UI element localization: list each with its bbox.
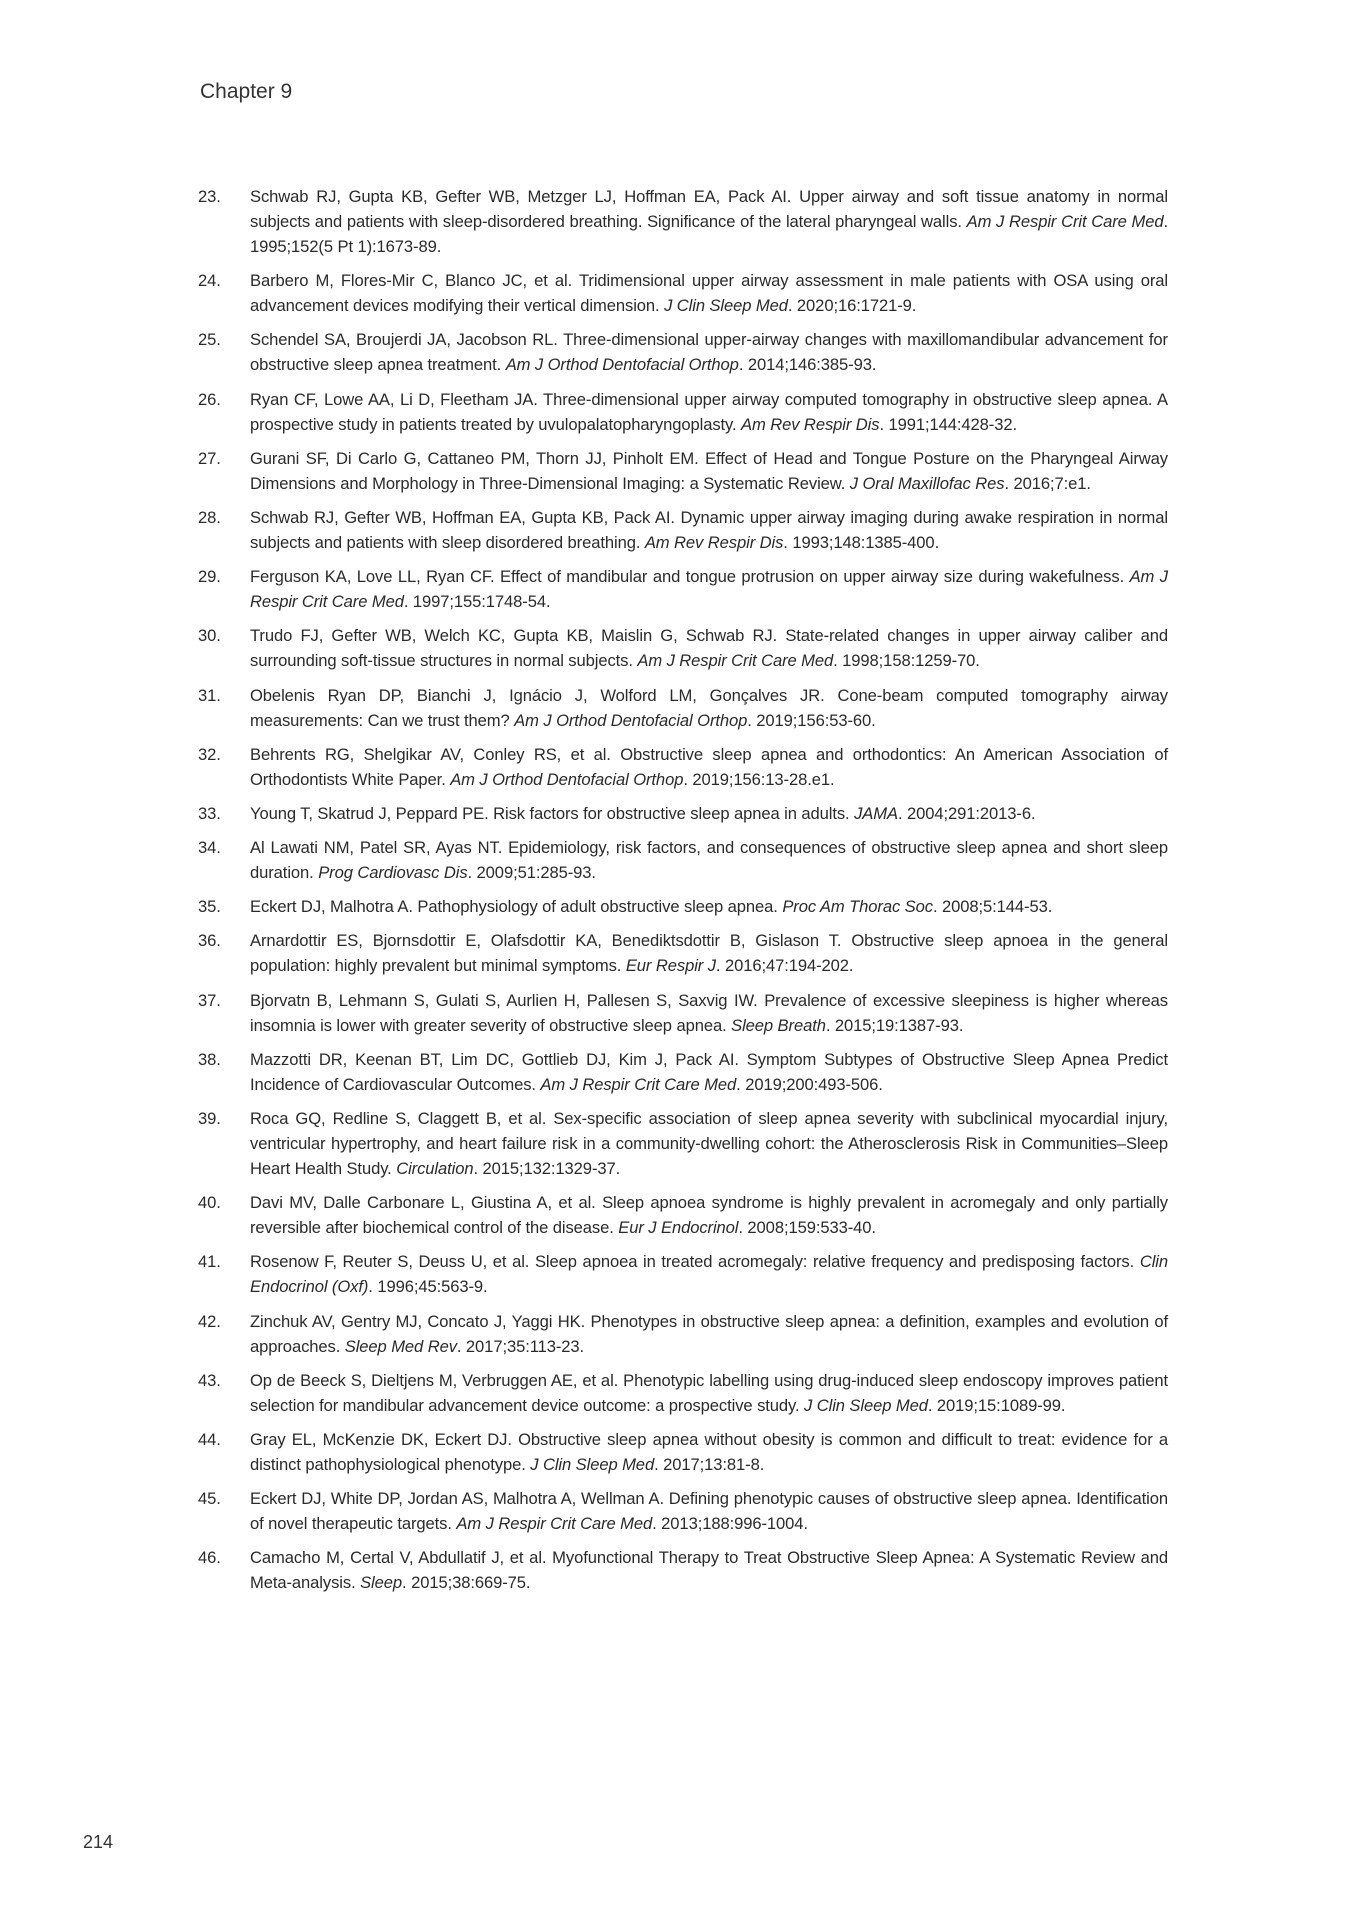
reference-authors-title: Rosenow F, Reuter S, Deuss U, et al. Sleep apnoea in treated acromegaly: relative frequency and predisposing factors. xyxy=(250,1252,1140,1272)
reference-item xyxy=(198,1427,1168,1477)
reference-authors-title: Schendel SA, Broujerdi JA, Jacobson RL. Three-dimensional upper-airway changes with maxillomandibular advancement for obstructive sleep apnea treatment. xyxy=(250,330,1168,375)
reference-details: . 1993;148:1385-400. xyxy=(783,532,940,552)
reference-list xyxy=(198,184,1168,1605)
reference-journal: JAMA xyxy=(854,803,898,823)
reference-text xyxy=(250,835,1168,885)
reference-authors-title: Young T, Skatrud J, Peppard PE. Risk factors for obstructive sleep apnea in adults. xyxy=(250,803,855,823)
reference-text xyxy=(250,1047,1168,1097)
reference-text xyxy=(250,1106,1168,1181)
reference-text xyxy=(250,1249,1168,1299)
reference-journal: Eur J Endocrinol xyxy=(618,1218,739,1238)
reference-number: 33. xyxy=(198,803,221,823)
reference-journal: J Clin Sleep Med xyxy=(664,296,788,316)
reference-item xyxy=(198,1309,1168,1359)
reference-number: 34. xyxy=(198,838,221,858)
reference-authors-title: Barbero M, Flores-Mir C, Blanco JC, et al. Tridimensional upper airway assessment in male patients with OSA using oral advancement devices modifying their vertical dimension. xyxy=(250,271,1168,316)
reference-text xyxy=(250,623,1168,673)
reference-details: . 1997;155:1748-54. xyxy=(403,592,551,612)
reference-journal: Am J Respir Crit Care Med xyxy=(456,1514,653,1534)
reference-details: . 2019;200:493-506. xyxy=(736,1074,883,1094)
reference-number: 23. xyxy=(198,187,221,206)
reference-journal: Eur Respir J xyxy=(625,956,716,976)
reference-details: . 2014;146:385-93. xyxy=(738,355,877,375)
reference-journal: J Clin Sleep Med xyxy=(804,1395,928,1415)
reference-number: 38. xyxy=(198,1049,221,1069)
reference-details: . 2017;35:113-23. xyxy=(456,1336,585,1356)
reference-journal: Prog Cardiovasc Dis xyxy=(318,863,468,883)
reference-details: . 2017;13:81-8. xyxy=(654,1454,765,1474)
reference-details: . 1998;158:1259-70. xyxy=(833,651,980,671)
reference-journal: Am J Orthod Dentofacial Orthop xyxy=(450,769,684,789)
reference-number: 46. xyxy=(198,1548,221,1568)
reference-details: . 2008;159:533-40. xyxy=(738,1218,876,1238)
reference-details: . 1996;45:563-9. xyxy=(368,1277,488,1297)
reference-item xyxy=(198,1486,1168,1536)
reference-details: . 2009;51:285-93. xyxy=(467,863,596,883)
reference-item xyxy=(198,742,1168,792)
reference-details: . 2015;38:669-75. xyxy=(402,1573,531,1593)
reference-text xyxy=(250,801,1168,826)
reference-item xyxy=(198,623,1168,673)
reference-details: . 2008;5:144-53. xyxy=(932,897,1053,917)
reference-item xyxy=(198,683,1168,733)
reference-authors-title: Eckert DJ, White DP, Jordan AS, Malhotra A, Wellman A. Defining phenotypic causes of obstructive sleep apnea. Identification of novel therapeutic targets. xyxy=(250,1489,1168,1534)
reference-item xyxy=(198,1047,1168,1097)
reference-number: 25. xyxy=(198,330,221,350)
reference-text xyxy=(250,387,1168,437)
reference-details: . 2016;7:e1. xyxy=(1004,473,1091,493)
reference-item xyxy=(198,446,1168,496)
reference-journal: Am J Orthod Dentofacial Orthop xyxy=(505,355,739,375)
reference-item xyxy=(198,268,1168,318)
reference-text xyxy=(250,1309,1168,1359)
page-number: 214 xyxy=(83,1832,114,1852)
reference-text xyxy=(250,1427,1168,1477)
reference-authors-title: Camacho M, Certal V, Abdullatif J, et al. Myofunctional Therapy to Treat Obstructive Sleep Apnea: A Systematic Review and Meta-analysis. xyxy=(250,1548,1168,1593)
reference-number: 31. xyxy=(198,685,221,705)
reference-text xyxy=(250,564,1168,614)
reference-item xyxy=(198,835,1168,885)
reference-journal: Am J Respir Crit Care Med xyxy=(250,567,1168,612)
reference-journal: Sleep Med Rev xyxy=(344,1336,457,1356)
reference-details: . 2013;188:996-1004. xyxy=(652,1514,808,1534)
reference-journal: J Clin Sleep Med xyxy=(530,1454,655,1474)
reference-item xyxy=(198,184,1168,259)
reference-details: . 1991;144:428-32. xyxy=(879,414,1017,434)
reference-item xyxy=(198,327,1168,377)
reference-number: 24. xyxy=(198,271,221,291)
reference-journal: Sleep Breath xyxy=(731,1015,826,1035)
reference-authors-title: Mazzotti DR, Keenan BT, Lim DC, Gottlieb DJ, Kim J, Pack AI. Symptom Subtypes of Obstructive Sleep Apnea Predict Incidence of Cardiovascular Outcomes. xyxy=(250,1049,1168,1094)
reference-authors-title: Zinchuk AV, Gentry MJ, Concato J, Yaggi HK. Phenotypes in obstructive sleep apnea: a definition, examples and evolution of approaches. xyxy=(250,1311,1168,1356)
reference-number: 42. xyxy=(198,1311,221,1331)
reference-item xyxy=(198,564,1168,614)
chapter-header: Chapter 9 xyxy=(200,80,293,103)
reference-authors-title: Gurani SF, Di Carlo G, Cattaneo PM, Thorn JJ, Pinholt EM. Effect of Head and Tongue Posture on the Pharyngeal Airway Dimensions and Morphology in Three-Dimensional Imaging: a Systematic Review. xyxy=(250,448,1168,493)
reference-number: 27. xyxy=(198,448,221,468)
reference-journal: Sleep xyxy=(360,1573,403,1593)
reference-authors-title: Ryan CF, Lowe AA, Li D, Fleetham JA. Three-dimensional upper airway computed tomography in obstructive sleep apnea. A prospective study in patients treated by uvulopalatopharyngoplasty. xyxy=(250,389,1168,434)
reference-journal: J Oral Maxillofac Res xyxy=(849,473,1005,493)
reference-number: 36. xyxy=(198,931,221,951)
reference-details: . 2019;15:1089-99. xyxy=(927,1395,1066,1415)
reference-number: 26. xyxy=(198,389,221,409)
reference-journal: Am Rev Respir Dis xyxy=(644,532,784,552)
reference-authors-title: Op de Beeck S, Dieltjens M, Verbruggen AE, et al. Phenotypic labelling using drug-induced sleep endoscopy improves patient selection for mandibular advancement device outcome: a prospective study. xyxy=(250,1370,1168,1415)
reference-journal: Am J Orthod Dentofacial Orthop xyxy=(514,710,748,730)
reference-item xyxy=(198,988,1168,1038)
reference-authors-title: Bjorvatn B, Lehmann S, Gulati S, Aurlien H, Pallesen S, Saxvig IW. Prevalence of excessive sleepiness is higher whereas insomnia is lower with greater severity of obstructive sleep apnea. xyxy=(250,990,1168,1035)
reference-details: . 2020;16:1721-9. xyxy=(787,296,917,316)
reference-details: . 2019;156:13-28.e1. xyxy=(683,769,835,789)
reference-number: 40. xyxy=(198,1193,221,1213)
reference-number: 37. xyxy=(198,990,221,1010)
reference-authors-title: Arnardottir ES, Bjornsdottir E, Olafsdottir KA, Benediktsdottir B, Gislason T. Obstructive sleep apnoea in the general population: highly prevalent but minimal symptoms. xyxy=(250,931,1168,976)
reference-authors-title: Davi MV, Dalle Carbonare L, Giustina A, et al. Sleep apnoea syndrome is highly prevalent in acromegaly and only partially reversible after biochemical control of the disease. xyxy=(250,1193,1168,1238)
reference-number: 32. xyxy=(198,744,221,764)
reference-item xyxy=(198,1190,1168,1240)
reference-text xyxy=(250,1545,1168,1595)
reference-item xyxy=(198,505,1168,555)
reference-text xyxy=(250,327,1168,377)
reference-details: . 2004;291:2013-6. xyxy=(897,803,1036,823)
reference-details: . 1995;152(5 Pt 1):1673-89. xyxy=(250,212,1168,256)
reference-number: 29. xyxy=(198,567,221,587)
reference-journal: Am J Respir Crit Care Med xyxy=(540,1074,737,1094)
reference-journal: Proc Am Thorac Soc xyxy=(782,897,933,917)
reference-number: 41. xyxy=(198,1252,221,1272)
reference-text xyxy=(250,268,1168,318)
reference-journal: Clin Endocrinol (Oxf) xyxy=(250,1252,1168,1297)
reference-details: . 2016;47:194-202. xyxy=(715,956,854,976)
reference-text xyxy=(250,1486,1168,1536)
reference-authors-title: Obelenis Ryan DP, Bianchi J, Ignácio J, Wolford LM, Gonçalves JR. Cone-beam computed tomography airway measurements: Can we trust them? xyxy=(250,685,1168,730)
reference-text xyxy=(250,505,1168,555)
reference-text xyxy=(250,446,1168,496)
reference-item xyxy=(198,928,1168,978)
reference-authors-title: Ferguson KA, Love LL, Ryan CF. Effect of mandibular and tongue protrusion on upper airway size during wakefulness. xyxy=(250,567,1130,587)
reference-item xyxy=(198,1106,1168,1181)
reference-number: 39. xyxy=(198,1109,221,1128)
reference-item xyxy=(198,894,1168,919)
reference-authors-title: Gray EL, McKenzie DK, Eckert DJ. Obstructive sleep apnea without obesity is common and difficult to treat: evidence for a distinct pathophysiological phenotype. xyxy=(250,1429,1168,1474)
reference-number: 30. xyxy=(198,626,221,646)
reference-details: . 2019;156:53-60. xyxy=(747,710,876,730)
reference-authors-title: Al Lawati NM, Patel SR, Ayas NT. Epidemiology, risk factors, and consequences of obstructive sleep apnea and short sleep duration. xyxy=(250,838,1168,883)
reference-number: 28. xyxy=(198,507,221,527)
reference-authors-title: Schwab RJ, Gupta KB, Gefter WB, Metzger LJ, Hoffman EA, Pack AI. Upper airway and soft tissue anatomy in normal subjects and patients with sleep-disordered breathing. Significance of the lateral pharyngeal walls. xyxy=(250,187,1168,231)
reference-text xyxy=(250,1368,1168,1418)
reference-text xyxy=(250,894,1168,919)
reference-item xyxy=(198,1249,1168,1299)
reference-authors-title: Roca GQ, Redline S, Claggett B, et al. Sex-specific association of sleep apnea severity with subclinical myocardial injury, ventricular hypertrophy, and heart failure risk in a community-dwelling cohort: the Atherosclerosis Risk in Communities–Sleep Heart Health Study. xyxy=(250,1109,1168,1178)
reference-item xyxy=(198,1368,1168,1418)
reference-authors-title: Eckert DJ, Malhotra A. Pathophysiology of adult obstructive sleep apnea. xyxy=(250,897,783,917)
reference-text xyxy=(250,742,1168,792)
reference-journal: Circulation xyxy=(396,1159,474,1178)
reference-item xyxy=(198,801,1168,826)
reference-item xyxy=(198,1545,1168,1595)
reference-text xyxy=(250,683,1168,733)
reference-text xyxy=(250,928,1168,978)
reference-text xyxy=(250,1190,1168,1240)
reference-journal: Am J Respir Crit Care Med xyxy=(637,651,834,671)
reference-authors-title: Schwab RJ, Gefter WB, Hoffman EA, Gupta KB, Pack AI. Dynamic upper airway imaging during awake respiration in normal subjects and patients with sleep disordered breathing. xyxy=(250,507,1168,552)
reference-text xyxy=(250,988,1168,1038)
reference-journal: Am J Respir Crit Care Med xyxy=(966,212,1164,231)
reference-details: . 2015;132:1329-37. xyxy=(473,1159,621,1178)
reference-authors-title: Behrents RG, Shelgikar AV, Conley RS, et al. Obstructive sleep apnea and orthodontics: An American Association of Orthodontists White Paper. xyxy=(250,744,1168,789)
reference-item xyxy=(198,387,1168,437)
reference-number: 44. xyxy=(198,1429,221,1449)
reference-authors-title: Trudo FJ, Gefter WB, Welch KC, Gupta KB, Maislin G, Schwab RJ. State-related changes in upper airway caliber and surrounding soft-tissue structures in normal subjects. xyxy=(250,626,1168,671)
reference-number: 43. xyxy=(198,1370,221,1390)
reference-journal: Am Rev Respir Dis xyxy=(741,414,880,434)
reference-number: 45. xyxy=(198,1489,221,1509)
reference-text xyxy=(250,184,1168,259)
reference-number: 35. xyxy=(198,897,221,917)
reference-details: . 2015;19:1387-93. xyxy=(825,1015,964,1035)
